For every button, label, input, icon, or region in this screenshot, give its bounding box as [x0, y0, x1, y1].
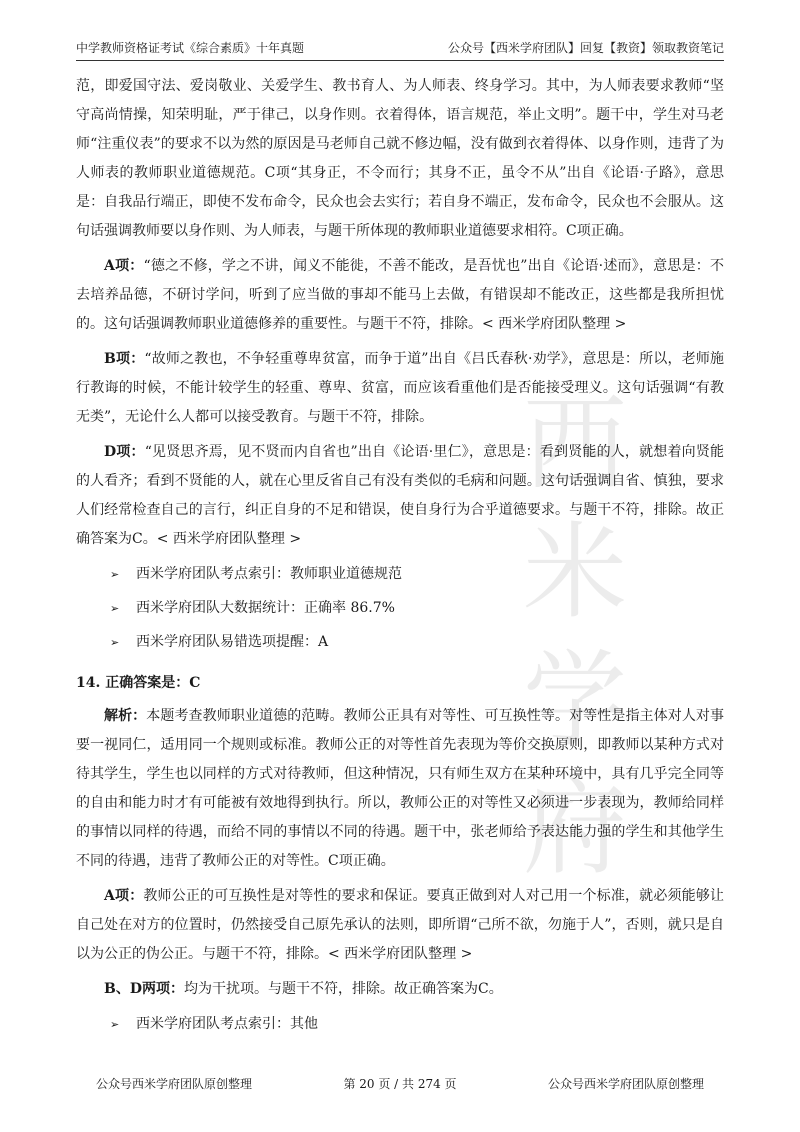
option-text: “故师之教也，不争轻重尊卑贫富，而争于道”出自《吕氏春秋·劝学》，意思是：所以，老师施行教诲的时候，不能计较学生的轻重、尊卑、贫富，而应该看重他们是否能接受理义。这句话强调“有教无类”，无论什么人都可以接受教育。与题干不符，排除。	[76, 351, 724, 425]
option-label: B项：	[104, 351, 145, 367]
footer-right: 公众号西米学府团队原创整理	[547, 1077, 704, 1091]
arrow-bullet-icon: ➢	[110, 602, 120, 615]
q13-bullet	[110, 594, 724, 623]
analysis-label: 解析：	[104, 708, 147, 724]
q13-bullet	[110, 560, 724, 589]
bullet-text: 西米学府团队考点索引：其他	[136, 1016, 318, 1032]
option-text: 均为干扰项。与题干不符，排除。故正确答案为C。	[183, 981, 503, 997]
q13-explanation-paragraph: 范，即爱国守法、爱岗敬业、关爱学生、教书育人、为人师表、终身学习。其中，为人师表要求教师“坚守高尚情操，知荣明耻，严于律己，以身作则。衣着得体，语言规范，举止文明”。题干中，学生对马老师“注重仪表”的要求不以为然的原因是马老师自己就不修边幅，没有做到衣着得体、以身作则，违背了为人师表的教师职业道德规范。C项“其身正，不令而行；其身不正，虽令不从”出自《论语·子路》，意思是：自我品行端正，即使不发布命令，民众也会去实行；若自身不端正，发布命令，民众也不会服从。这句话强调教师要以身作则、为人师表，与题干所体现的教师职业道德要求相符。C项正确。	[76, 78, 724, 239]
q13-bullet	[110, 628, 724, 657]
bullet-text: 西米学府团队大数据统计：正确率 86.7%	[136, 600, 395, 616]
arrow-bullet-icon: ➢	[110, 636, 120, 649]
bullet-text: 西米学府团队易错选项提醒：A	[136, 634, 329, 650]
arrow-bullet-icon: ➢	[110, 568, 120, 581]
q13-option-a	[76, 252, 724, 339]
q13-option-b	[76, 345, 724, 432]
q14-option-a	[76, 882, 724, 969]
bullet-text: 西米学府团队考点索引：教师职业道德规范	[136, 566, 402, 582]
q14-option-bd	[76, 975, 724, 1004]
header-promo: 公众号【西米学府团队】回复【教资】领取教资笔记	[447, 41, 724, 55]
q14-analysis	[76, 702, 724, 876]
watermark: 西米学府	[522, 383, 627, 889]
q13-option-d	[76, 438, 724, 554]
option-text: 教师公正的可互换性是对等性的要求和保证。要真正做到对人对己用一个标准，就必须能够让自己处在对方的位置时，仍然接受自己原先承认的法则，即所谓“己所不欲，勿施于人”，否则，就只是自以为公正的伪公正。与题干不符，排除。< 西米学府团队整理 >	[76, 888, 724, 962]
page-content	[76, 72, 724, 1044]
footer-left: 公众号西米学府团队原创整理	[96, 1077, 253, 1091]
q14-title: 14. 正确答案是：C	[76, 675, 201, 691]
page-number: 第 20 页 / 共 274 页	[343, 1077, 457, 1091]
option-label: A项：	[104, 258, 144, 274]
option-label: B、D两项：	[104, 981, 184, 997]
option-text: “见贤思齐焉，见不贤而内自省也”出自《论语·里仁》，意思是：看到贤能的人，就想着向贤能的人看齐；看到不贤能的人，就在心里反省自己有没有类似的毛病和问题。这句话强调自省、慎独，要求人们经常检查自己的言行，纠正自身的不足和错误，使自身行为合乎道德要求。与题干不符，排除。故正确答案为C。< 西米学府团队整理 >	[76, 444, 725, 547]
option-label: A项：	[104, 888, 144, 904]
q14-bullet	[110, 1010, 724, 1039]
option-label: D项：	[104, 444, 145, 460]
header-title: 中学教师资格证考试《综合素质》十年真题	[76, 41, 305, 55]
page-footer	[96, 1074, 704, 1094]
analysis-text: 本题考查教师职业道德的范畴。教师公正具有对等性、可互换性等。对等性是指主体对人对事要一视同仁，适用同一个规则或标准。教师公正的对等性首先表现为等价交换原则，即教师以某种方式对待其学生，学生也以同样的方式对待教师，但这种情况，只有师生双方在某种环境中，具有几乎完全同等的自由和能力时才有可能被有效地得到执行。所以，教师公正的对等性又必须进一步表现为，教师给同样的事情以同样的待遇，而给不同的事情以不同的待遇。题干中，张老师给予表达能力强的学生和其他学生不同的待遇，违背了教师公正的对等性。C项正确。	[76, 708, 724, 869]
page-header	[76, 38, 724, 61]
option-text: “德之不修，学之不讲，闻义不能徙，不善不能改，是吾忧也”出自《论语·述而》，意思是：不去培养品德，不研讨学问，听到了应当做的事却不能马上去做，有错误却不能改正，这些都是我所担忧的。这句话强调教师职业道德修养的重要性。与题干不符，排除。< 西米学府团队整理 >	[76, 258, 724, 332]
arrow-bullet-icon: ➢	[110, 1018, 120, 1031]
